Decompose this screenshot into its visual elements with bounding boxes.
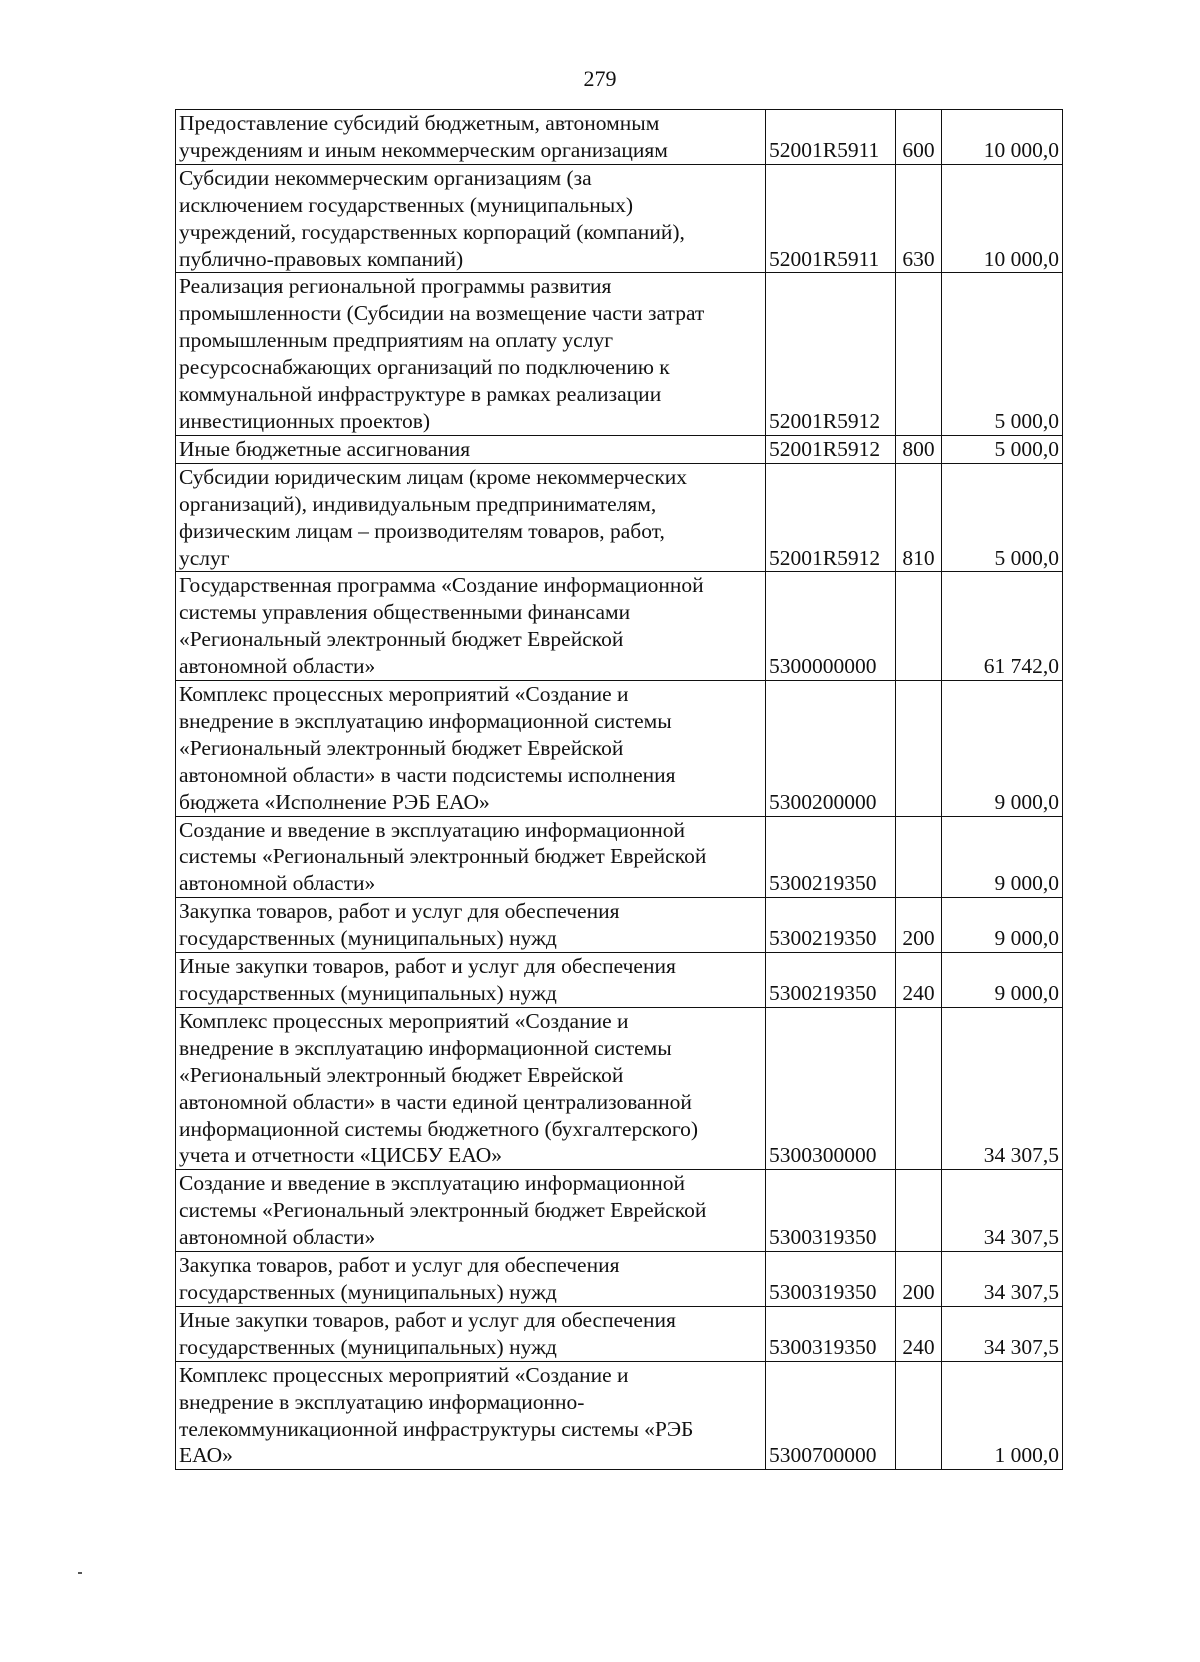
table-row xyxy=(176,681,1063,817)
table-row xyxy=(176,273,1063,435)
row-name-cell xyxy=(176,681,766,817)
table-row xyxy=(176,953,1063,1008)
row-code-cell: 5300219350 xyxy=(766,898,896,953)
table-row xyxy=(176,1007,1063,1169)
row-code-cell: 5300000000 xyxy=(766,572,896,681)
row-code-cell: 52001R5911 xyxy=(766,164,896,273)
row-name-line: государственных (муниципальных) нужд xyxy=(179,1279,557,1304)
row-expense-type-cell: 240 xyxy=(896,953,942,1008)
row-name-line: промышленности (Субсидии на возмещение части затрат xyxy=(179,301,705,326)
row-code-cell: 52001R5912 xyxy=(766,273,896,435)
row-name-line: Создание и введение в эксплуатацию информационной xyxy=(179,1171,686,1196)
row-code-cell: 52001R5912 xyxy=(766,463,896,572)
row-name-line: Закупка товаров, работ и услуг для обеспечения xyxy=(179,1253,620,1278)
row-name-line: бюджета «Исполнение РЭБ ЕАО» xyxy=(179,789,490,814)
row-code-cell: 5300300000 xyxy=(766,1007,896,1169)
row-name-cell xyxy=(176,164,766,273)
row-code-cell: 5300700000 xyxy=(766,1361,896,1470)
row-name-line: автономной области» xyxy=(179,871,376,896)
row-name-cell xyxy=(176,816,766,898)
budget-table-body xyxy=(176,110,1063,1470)
row-sum-cell: 5 000,0 xyxy=(942,273,1063,435)
row-expense-type-cell xyxy=(896,816,942,898)
row-expense-type-cell: 200 xyxy=(896,898,942,953)
row-sum-cell: 10 000,0 xyxy=(942,110,1063,165)
row-sum-cell: 9 000,0 xyxy=(942,953,1063,1008)
row-code-cell: 5300319350 xyxy=(766,1252,896,1307)
row-expense-type-cell xyxy=(896,572,942,681)
row-name-cell xyxy=(176,898,766,953)
row-sum-cell: 34 307,5 xyxy=(942,1170,1063,1252)
row-name-line: системы управления общественными финансами xyxy=(179,600,631,625)
table-row xyxy=(176,1252,1063,1307)
row-sum-cell: 5 000,0 xyxy=(942,435,1063,463)
row-name-line: «Региональный электронный бюджет Еврейской xyxy=(179,1062,624,1087)
budget-table xyxy=(175,109,1063,1470)
row-sum-cell: 34 307,5 xyxy=(942,1306,1063,1361)
row-name-line: инвестиционных проектов) xyxy=(179,408,431,433)
row-name-line: государственных (муниципальных) нужд xyxy=(179,981,557,1005)
row-expense-type-cell: 800 xyxy=(896,435,942,463)
row-name-line: Комплекс процессных мероприятий «Создание и xyxy=(179,1362,629,1387)
row-code-cell: 52001R5912 xyxy=(766,435,896,463)
table-row xyxy=(176,1306,1063,1361)
row-expense-type-cell xyxy=(896,681,942,817)
table-row xyxy=(176,463,1063,572)
row-name-line: автономной области» в части единой централизованной xyxy=(179,1089,692,1114)
row-name-line: публично-правовых компаний) xyxy=(179,246,464,271)
row-expense-type-cell xyxy=(896,1361,942,1470)
table-row xyxy=(176,164,1063,273)
row-name-line: услуг xyxy=(179,545,230,570)
row-name-line: «Региональный электронный бюджет Еврейской xyxy=(179,735,624,760)
row-expense-type-cell xyxy=(896,1007,942,1169)
row-sum-cell: 9 000,0 xyxy=(942,898,1063,953)
row-code-cell: 52001R5911 xyxy=(766,110,896,165)
row-name-line: исключением государственных (муниципальных) xyxy=(179,192,634,217)
row-code-cell: 5300219350 xyxy=(766,816,896,898)
row-sum-cell: 5 000,0 xyxy=(942,463,1063,572)
row-name-cell xyxy=(176,1361,766,1470)
row-name-line: «Региональный электронный бюджет Еврейской xyxy=(179,627,624,652)
row-name-line: телекоммуникационной инфраструктуры системы «РЭБ xyxy=(179,1416,694,1441)
row-name-line: коммунальной инфраструктуре в рамках реализации xyxy=(179,382,662,407)
row-sum-cell: 9 000,0 xyxy=(942,681,1063,817)
row-name-cell xyxy=(176,110,766,165)
row-name-line: внедрение в эксплуатацию информационной системы xyxy=(179,708,672,733)
row-name-line: внедрение в эксплуатацию информационной системы xyxy=(179,1035,672,1060)
table-row xyxy=(176,435,1063,463)
row-name-line: информационной системы бюджетного (бухгалтерского) xyxy=(179,1116,699,1141)
row-name-cell xyxy=(176,1007,766,1169)
page-number: 279 xyxy=(583,66,617,91)
row-expense-type-cell xyxy=(896,1170,942,1252)
table-row xyxy=(176,1361,1063,1470)
row-name-line: учреждениям и иным некоммерческим организациям xyxy=(179,137,668,162)
row-name-line: Закупка товаров, работ и услуг для обеспечения xyxy=(179,899,620,924)
table-row xyxy=(176,1170,1063,1252)
row-name-line: государственных (муниципальных) нужд xyxy=(179,1334,557,1359)
row-name-line: Предоставление субсидий бюджетным, автономным xyxy=(179,111,660,135)
row-name-cell xyxy=(176,1306,766,1361)
row-name-line: Иные бюджетные ассигнования xyxy=(179,436,471,461)
row-name-line: автономной области» в части подсистемы исполнения xyxy=(179,762,676,787)
row-expense-type-cell: 200 xyxy=(896,1252,942,1307)
row-name-line: государственных (муниципальных) нужд xyxy=(179,926,557,951)
row-name-line: Иные закупки товаров, работ и услуг для обеспечения xyxy=(179,954,676,979)
row-name-line: Создание и введение в эксплуатацию информационной xyxy=(179,817,686,842)
row-name-cell xyxy=(176,273,766,435)
row-name-cell xyxy=(176,1252,766,1307)
row-code-cell: 5300200000 xyxy=(766,681,896,817)
row-sum-cell: 61 742,0 xyxy=(942,572,1063,681)
row-name-cell xyxy=(176,572,766,681)
row-name-line: физическим лицам – производителям товаров, работ, xyxy=(179,518,665,543)
row-code-cell: 5300219350 xyxy=(766,953,896,1008)
row-expense-type-cell xyxy=(896,273,942,435)
row-name-line: внедрение в эксплуатацию информационно- xyxy=(179,1389,585,1414)
row-sum-cell: 34 307,5 xyxy=(942,1007,1063,1169)
row-name-line: Субсидии некоммерческим организациям (за xyxy=(179,165,592,190)
row-name-line: Комплекс процессных мероприятий «Создание и xyxy=(179,682,629,707)
row-expense-type-cell: 240 xyxy=(896,1306,942,1361)
row-name-line: ЕАО» xyxy=(179,1443,233,1468)
row-code-cell: 5300319350 xyxy=(766,1306,896,1361)
row-name-cell xyxy=(176,463,766,572)
row-expense-type-cell: 810 xyxy=(896,463,942,572)
row-name-line: Государственная программа «Создание информационной xyxy=(179,573,704,598)
row-sum-cell: 10 000,0 xyxy=(942,164,1063,273)
table-row xyxy=(176,816,1063,898)
table-row xyxy=(176,110,1063,165)
row-name-line: промышленным предприятиям на оплату услуг xyxy=(179,328,614,353)
row-expense-type-cell: 600 xyxy=(896,110,942,165)
row-sum-cell: 1 000,0 xyxy=(942,1361,1063,1470)
row-name-line: Иные закупки товаров, работ и услуг для обеспечения xyxy=(179,1307,676,1332)
row-name-line: ресурсоснабжающих организаций по подключению к xyxy=(179,355,670,380)
row-name-line: Комплекс процессных мероприятий «Создание и xyxy=(179,1008,629,1033)
row-sum-cell: 9 000,0 xyxy=(942,816,1063,898)
row-name-line: организаций), индивидуальным предпринимателям, xyxy=(179,491,657,516)
table-row xyxy=(176,572,1063,681)
row-name-line: системы «Региональный электронный бюджет Еврейской xyxy=(179,1198,707,1223)
row-name-cell xyxy=(176,435,766,463)
row-sum-cell: 34 307,5 xyxy=(942,1252,1063,1307)
row-name-line: системы «Региональный электронный бюджет Еврейской xyxy=(179,844,707,869)
row-name-line: автономной области» xyxy=(179,654,376,679)
row-name-line: Реализация региональной программы развития xyxy=(179,274,612,299)
row-name-line: учета и отчетности «ЦИСБУ ЕАО» xyxy=(179,1143,502,1168)
row-name-line: автономной области» xyxy=(179,1225,376,1250)
row-name-line: учреждений, государственных корпораций (компаний), xyxy=(179,219,685,244)
row-name-cell xyxy=(176,953,766,1008)
scan-speck xyxy=(78,1572,82,1574)
row-code-cell: 5300319350 xyxy=(766,1170,896,1252)
row-expense-type-cell: 630 xyxy=(896,164,942,273)
row-name-line: Субсидии юридическим лицам (кроме некоммерческих xyxy=(179,464,688,489)
table-row xyxy=(176,898,1063,953)
row-name-cell xyxy=(176,1170,766,1252)
